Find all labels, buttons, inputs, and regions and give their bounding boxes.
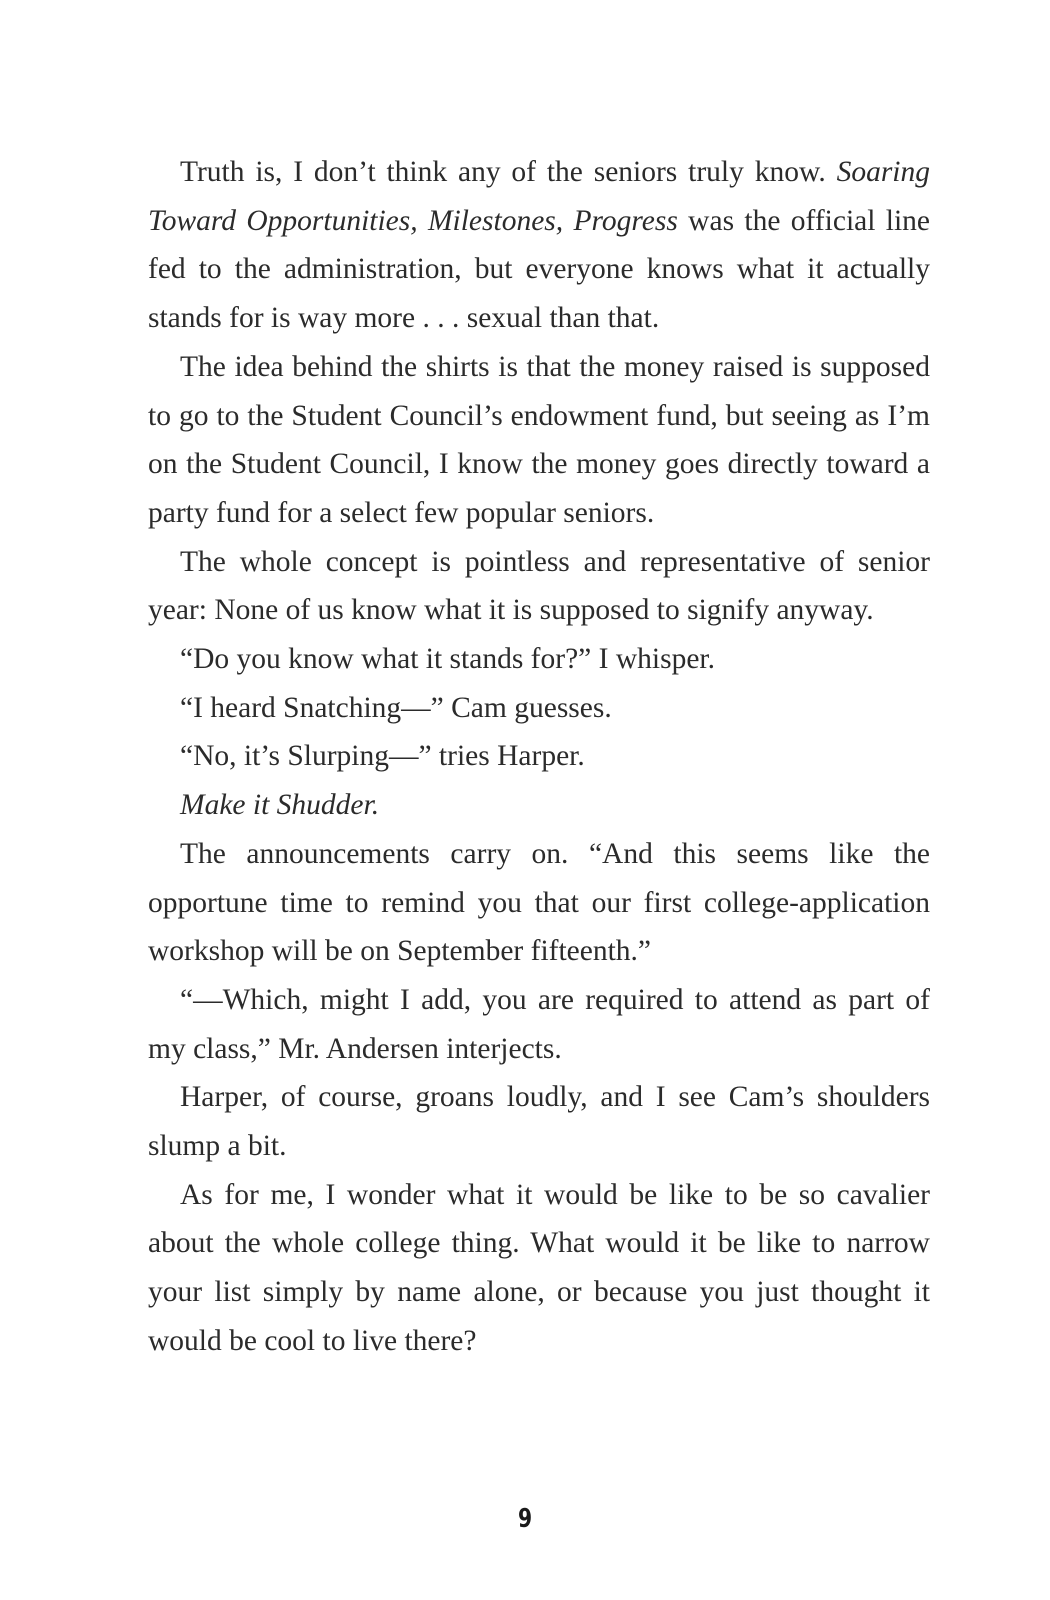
paragraph <box>148 976 930 1073</box>
paragraph <box>148 732 930 781</box>
paragraph <box>148 635 930 684</box>
text-run: was the official line fed to the administration, but everyone knows what it actually stands for is way more . . . sexual than that. <box>148 204 931 335</box>
paragraph <box>148 1171 930 1366</box>
text-run: The whole concept is pointless and representative of senior year: None of us know what it is supposed to signify anyway. <box>148 545 930 627</box>
page-number: 9 <box>517 1504 533 1534</box>
text-run: Harper, of course, groans loudly, and I see Cam’s shoulders slump a bit. <box>148 1081 930 1163</box>
paragraph <box>148 781 930 830</box>
text-run: “—Which, might I add, you are required to attend as part of my class,” Mr. Andersen interjects. <box>148 983 930 1065</box>
text-run-italic: Make it Shudder. <box>180 789 380 822</box>
paragraph <box>148 538 930 635</box>
text-run: “No, it’s Slurping—” tries Harper. <box>180 740 585 773</box>
text-run: The announcements carry on. “And this seems like the opportune time to remind you that our first college-application workshop will be on September fifteenth.” <box>148 837 930 968</box>
text-run: “Do you know what it stands for?” I whisper. <box>180 643 715 676</box>
paragraph <box>148 684 930 733</box>
body-text <box>148 148 930 1366</box>
paragraph <box>148 343 930 538</box>
text-run: As for me, I wonder what it would be like to be so cavalier about the whole college thing. What would it be like to narrow your list simply by name alone, or because you just thought it would be cool to live there? <box>148 1178 930 1357</box>
text-run-italic: Soaring Toward Opportunities, Milestones, Progress <box>148 156 930 237</box>
text-run: The idea behind the shirts is that the money raised is supposed to go to the Student Council’s endowment fund, but seeing as I’m on the Student Council, I know the money goes directly toward a party fund for a select few popular seniors. <box>148 350 930 529</box>
paragraph <box>148 830 930 976</box>
text-run: “I heard Snatching—” Cam guesses. <box>180 691 612 724</box>
text-run: Truth is, I don’t think any of the seniors truly know. <box>180 156 837 188</box>
paragraph <box>148 148 930 343</box>
paragraph <box>148 1073 930 1170</box>
